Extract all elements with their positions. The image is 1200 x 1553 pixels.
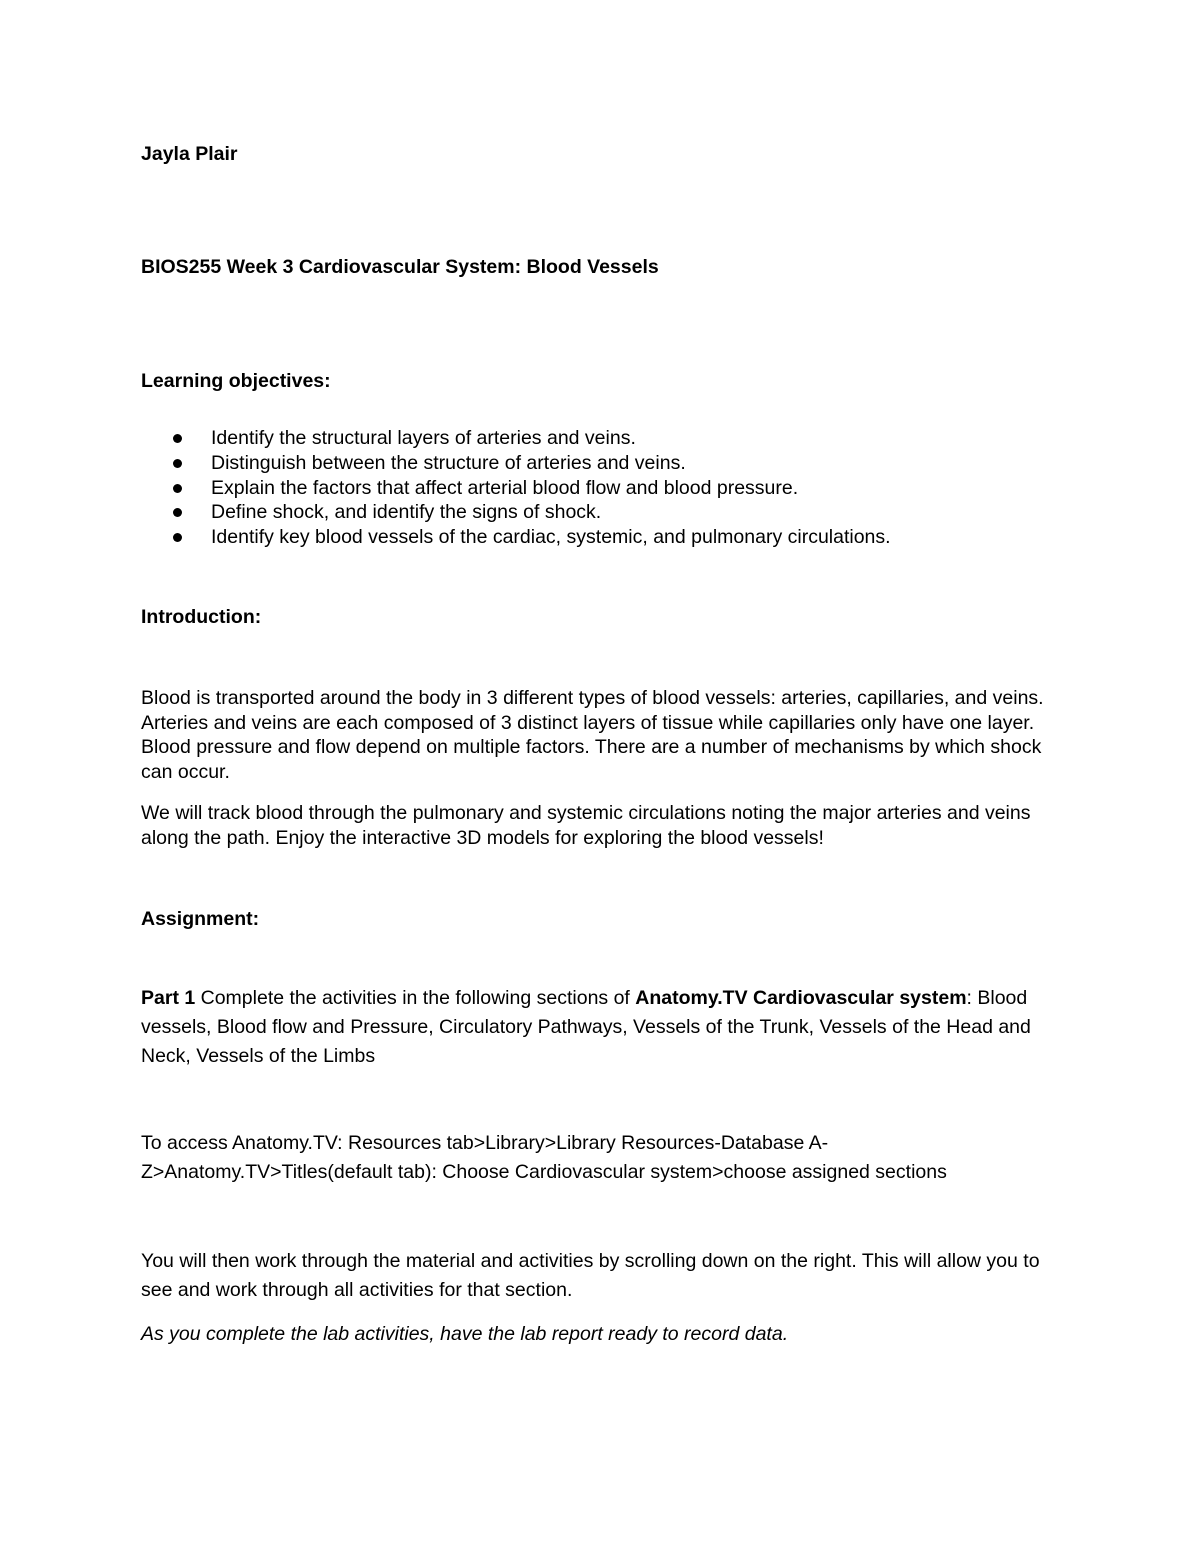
bullet-icon: [173, 508, 182, 517]
introduction-paragraph-2: We will track blood through the pulmonary and systemic circulations noting the major arteries and veins along the path. Enjoy the interactive 3D models for exploring the blood vessels!: [141, 802, 1031, 849]
access-instructions: To access Anatomy.TV: Resources tab>Library>Library Resources-Database A-Z>Anatomy.TV>Titles(default tab): Choose Cardiovascular system>choose assigned sections: [141, 1132, 947, 1183]
part1-text-a: Complete the activities in the following sections of: [195, 987, 636, 1009]
document-title: BIOS255 Week 3 Cardiovascular System: Blood Vessels: [141, 256, 659, 278]
bullet-icon: [173, 434, 182, 443]
bullet-icon: [173, 484, 182, 493]
part1-bold-title: Anatomy.TV Cardiovascular system: [635, 987, 967, 1009]
introduction-paragraph-1: Blood is transported around the body in 3 different types of blood vessels: arteries, capillaries, and veins. Arteries and veins are each composed of 3 distinct layers of tissue while capillaries only have one layer. Blood pressure and flow depend on multiple factors. There are a number of mechanisms by which shock can occur.: [141, 687, 1044, 783]
lab-report-note: As you complete the lab activities, have the lab report ready to record data.: [141, 1323, 789, 1345]
author-name: Jayla Plair: [141, 143, 238, 165]
objective-text: Identify the structural layers of arteries and veins.: [211, 427, 636, 449]
part1-text-b: : Blood vessels, Blood flow and Pressure, Circulatory Pathways, Vessels of the Trunk, Vessels of the Head and Neck, Vessels of the Limbs: [141, 987, 1031, 1067]
objective-text: Explain the factors that affect arterial blood flow and blood pressure.: [211, 476, 799, 499]
bullet-icon: [173, 533, 182, 542]
part1-paragraph: [141, 984, 1071, 1071]
objective-text: Define shock, and identify the signs of shock.: [211, 501, 602, 524]
work-through-paragraph: You will then work through the material and activities by scrolling down on the right. This will allow you to see and work through all activities for that section.: [141, 1250, 1040, 1301]
objective-text: Distinguish between the structure of arteries and veins.: [211, 451, 686, 474]
part1-label: Part 1: [141, 987, 196, 1009]
objective-text: Identify key blood vessels of the cardiac, systemic, and pulmonary circulations.: [211, 526, 891, 549]
objectives-heading: Learning objectives:: [141, 370, 331, 392]
assignment-heading: Assignment:: [141, 908, 260, 930]
bullet-icon: [173, 459, 182, 468]
introduction-heading: Introduction:: [141, 606, 262, 628]
